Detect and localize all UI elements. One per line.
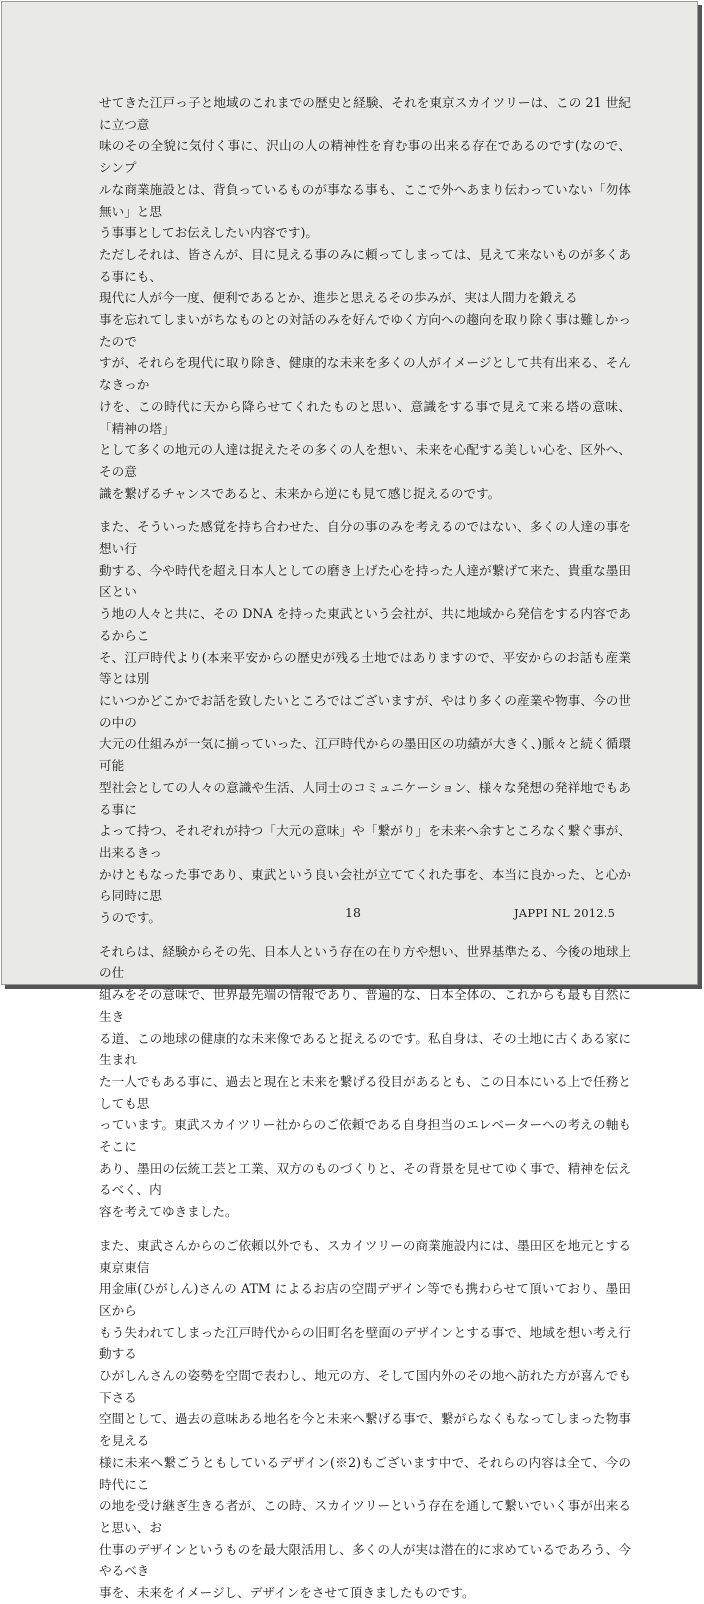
- page-number: 18: [345, 905, 361, 920]
- paragraph-4: また、東武さんからのご依頼以外でも、スカイツリーの商業施設内には、墨田区を地元とする東京東信 用金庫(ひがしん)さんの ATM によるお店の空間デザイン等でも携わらせて頂いており、墨田区から もう失われてしまった江戸時代からの旧町名を壁面のデザインとする事で、地域を想い考え行動する ひがしんさんの姿勢を空間で表わし、地元の方、そして国内外のその地へ訪れた方が喜んでも下さる 空間として、過去の意味ある地名を今と未来へ繋げる事で、繋がらなくもなってしまった物事を見える 様に未来へ繋ごうともしているデザイン(※2)もございます中で、それらの内容は全て、今の時代にこ の地を受け継ぎ生きる者が、この時、スカイツリーという存在を通して繋いでいく事が出来ると思い、お 仕事のデザインというものを最大限活用し、多くの人が実は潜在的に求めているであろう、今やるべき 事を、未来をイメージし、デザインをさせて頂きましたものです。: [99, 1237, 632, 1601]
- paragraph-1: せてきた江戸っ子と地域のこれまでの歴史と経験、それを東京スカイツリーは、この 21 世紀に立つ意 味のその全貌に気付く事に、沢山の人の精神性を育む事の出来る存在であるのです(なので、シンプ ルな商業施設とは、背負っているものが事なる事も、ここで外へあまり伝わっていない「勿体無い」と思 う事事としてお伝えしたい内容です)。 ただしそれは、皆さんが、目に見える事のみに頼ってしまっては、見えて来ないものが多くある事にも、 現代に人が今一度、便利であるとか、進歩と思えるその歩みが、実は人間力を鍛える 事を忘れてしまいがちなものとの対話のみを好んでゆく方向への趨向を取り除く事は難しかったので すが、それらを現代に取り除き、健康的な未来を多くの人がイメージとして共有出来る、そんなきっか けを、この時代に天から降らせてくれたものと思い、意識をする事で見えて来る塔の意味、「精神の塔」 として多くの地元の人達は捉えたその多くの人を想い、未来を心配する美しい心を、区外へ、その意 識を繋げるチャンスであると、未来から逆にも見て感じ捉えるのです。: [99, 95, 632, 501]
- paragraph-3: それらは、経験からその先、日本人という存在の在り方や想い、世界基準たる、今後の地球上の仕 組みをその意味で、世界最先端の情報であり、普遍的な、日本全体の、これからも最も自然に生き る道、この地球の健康的な未来像であると捉えるのです。私自身は、その土地に古くある家に生まれ た一人でもある事に、過去と現在と未来を繋げる役目があるとも、この日本にいる上で任務としても思 っています。東武スカイツリー社からのご依頼である自身担当のエレベーターへの考えの軸もそこに あり、墨田の伝統工芸と工業、双方のものづくりと、その背景を見せてゆく事で、精神を伝えるべく、内 容を考えてゆきました。: [99, 943, 632, 1220]
- journal-issue: JAPPI NL 2012.5: [514, 906, 616, 920]
- article-body: [99, 92, 631, 1604]
- paragraph-2: また、そういった感覚を持ち合わせた、自分の事のみを考えるのではない、多くの人達の事を想い行 動する、今や時代を超え日本人としての磨き上げた心を持った人達が繋げて来た、貴重な墨田区とい う地の人々と共に、その DNA を持った東武という会社が、共に地域から発信をする内容であるからこ そ、江戸時代より(本来平安からの歴史が残る土地ではありますので、平安からのお話も産業等とは別 にいつかどこかでお話を致したいところではございますが、やはり多くの産業や物事、今の世の中の 大元の仕組みが一気に揃っていった、江戸時代からの墨田区の功績が大きく、)脈々と続く循環可能 型社会としての人々の意識や生活、人同士のコミュニケーション、様々な発想の発祥地でもある事に よって持つ、それぞれが持つ「大元の意味」や「繋がり」を未来へ余すところなく繋ぐ事が、出来るきっ かけともなった事であり、東武という良い会社が立ててくれた事を、本当に良かった、と心から同時に思 うのです。: [99, 519, 632, 926]
- document-page: [1, 1, 698, 1601]
